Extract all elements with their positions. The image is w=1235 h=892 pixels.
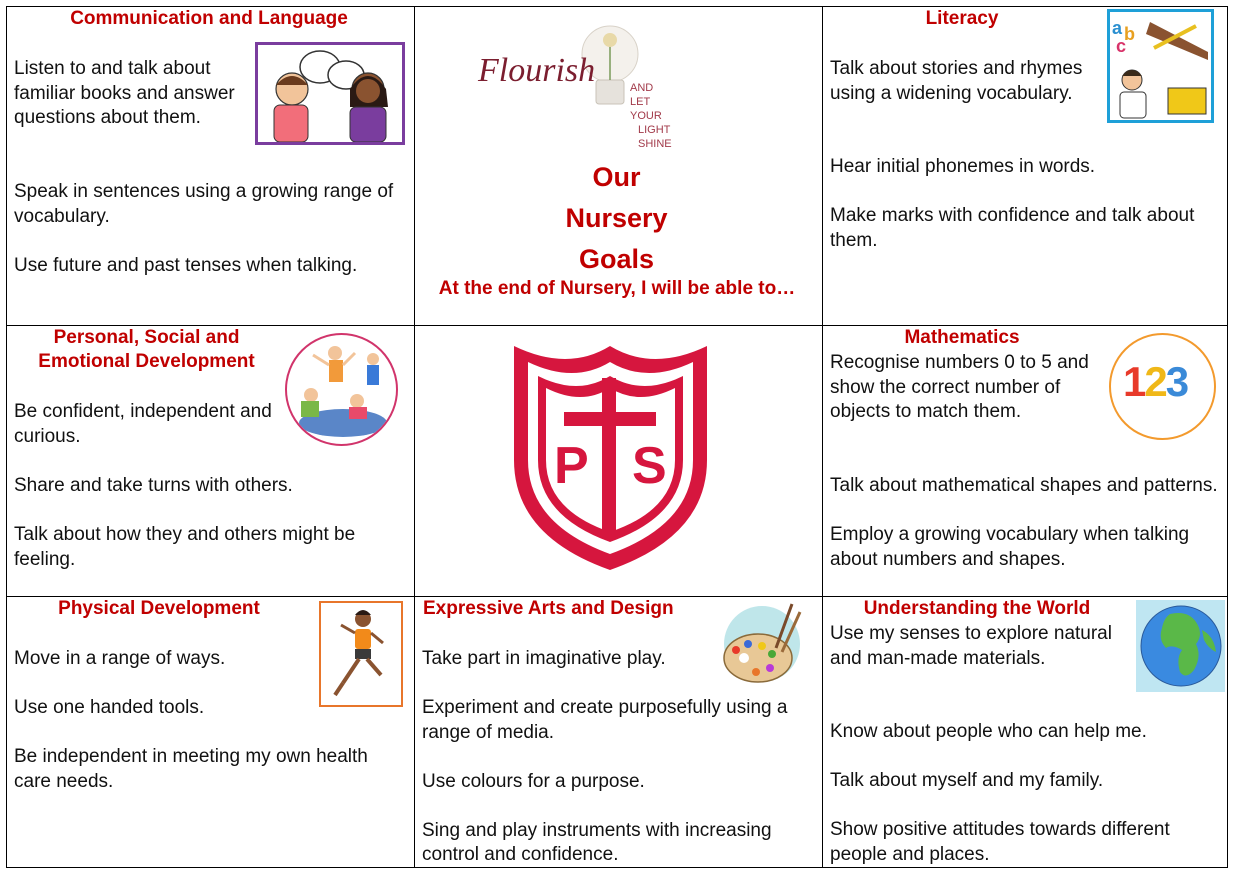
svg-text:a: a (1112, 18, 1123, 38)
section-text (830, 351, 1105, 449)
svg-text:c: c (1116, 36, 1127, 56)
section-text (14, 474, 409, 597)
grid-divider (822, 7, 823, 867)
goal-item: Use colours for a purpose. (422, 770, 645, 792)
goal-item: Recognise numbers 0 to 5 and show the correct number of objects to match them. (830, 352, 1089, 422)
goal-item: Be confident, independent and curious. (14, 401, 272, 447)
section-text (422, 647, 722, 696)
section-text (830, 622, 1130, 696)
goal-item: Listen to and talk about familiar books and answer questions about them. (14, 58, 235, 128)
numbers-123-icon (1109, 333, 1216, 440)
section-title-line: Emotional Development (38, 351, 255, 372)
goal-item: Talk about mathematical shapes and patterns. (830, 475, 1218, 496)
number-digit: 2 (1144, 358, 1166, 405)
section-text (830, 57, 1100, 131)
section-title: Literacy (925, 8, 999, 29)
number-digit: 1 (1123, 358, 1145, 405)
goal-item: Move in a range of ways. (14, 648, 226, 669)
school-crest (508, 340, 713, 576)
svg-text:b: b (1124, 24, 1135, 44)
section-text (422, 696, 814, 892)
goal-item: Use my senses to explore natural and man-made materials. (830, 623, 1112, 669)
goal-item: Hear initial phonemes in words. (830, 156, 1096, 177)
title-line: Goals (578, 244, 655, 274)
goal-item: Talk about how they and others might be feeling. (14, 524, 356, 570)
title-line: Nursery (565, 203, 668, 233)
goal-item: Show positive attitudes towards different people and places. (830, 819, 1170, 865)
paint-palette-icon (718, 600, 806, 692)
goal-item: Employ a growing vocabulary when talking about numbers and shapes. (830, 524, 1190, 570)
goal-item: Speak in sentences using a growing range of vocabulary. (14, 181, 394, 227)
section-title: Expressive Arts and Design (423, 598, 674, 619)
crest-letter: S (632, 437, 667, 495)
children-playing-icon (285, 333, 398, 446)
goal-item: Use one handed tools. (14, 697, 205, 718)
globe-icon (1136, 600, 1225, 692)
section-text (14, 57, 254, 155)
goal-item: Use future and past tenses when talking. (14, 254, 358, 276)
grid-divider (414, 7, 415, 867)
section-title: Understanding the World (863, 598, 1091, 619)
abc-writing-icon (1107, 9, 1214, 123)
section-title: Mathematics (904, 327, 1020, 348)
goal-item: Know about people who can help me. (830, 721, 1147, 742)
section-text (830, 720, 1222, 892)
numbers-group (1123, 357, 1187, 407)
section-title: Communication and Language (70, 8, 348, 29)
section-text (830, 474, 1222, 597)
goal-item: Take part in imaginative play. (422, 648, 666, 669)
goal-item: Experiment and create purposefully using a range of media. (422, 697, 788, 743)
title-line: Our (592, 162, 641, 192)
children-talking-icon (255, 42, 405, 145)
section-title-line: Personal, Social and (53, 327, 240, 348)
goal-item: Talk about myself and my family. (830, 770, 1104, 791)
page-subtitle: At the end of Nursery, I will be able to… (438, 278, 796, 299)
section-text (14, 696, 409, 819)
logo-tagline (630, 81, 672, 151)
crest-letter: P (554, 437, 589, 495)
goal-item: Make marks with confidence and talk about them. (830, 205, 1195, 251)
logo-tagline-line: AND LET YOUR (630, 82, 662, 122)
goal-item: Talk about stories and rhymes using a widening vocabulary. (830, 58, 1083, 104)
logo-script: Flourish (478, 52, 596, 89)
number-digit: 3 (1165, 358, 1188, 405)
section-text (14, 180, 409, 303)
goal-item: Be independent in meeting my own health care needs. (14, 746, 368, 792)
page-title (414, 157, 819, 280)
section-text (830, 155, 1222, 278)
section-text (14, 400, 274, 474)
goal-item: Sing and play instruments with increasing control and confidence. (422, 819, 772, 865)
section-title (14, 326, 279, 374)
section-title: Physical Development (58, 598, 260, 619)
logo-tagline-line: LIGHT SHINE (638, 124, 672, 150)
goal-item: Share and take turns with others. (14, 475, 293, 496)
section-text (14, 647, 409, 696)
